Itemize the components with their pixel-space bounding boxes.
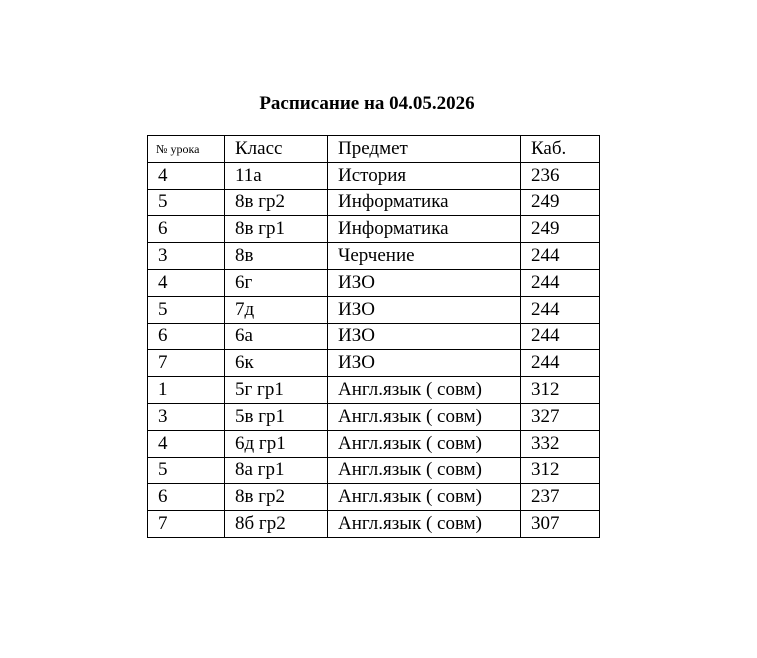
cell-class: 6к <box>225 350 328 377</box>
header-subject: Предмет <box>328 136 521 163</box>
header-row <box>148 136 600 163</box>
cell-class: 6д гр1 <box>225 430 328 457</box>
cell-subject: Англ.язык ( совм) <box>328 403 521 430</box>
table-header <box>148 136 600 163</box>
cell-room: 249 <box>521 189 600 216</box>
cell-room: 312 <box>521 457 600 484</box>
cell-class: 8б гр2 <box>225 511 328 538</box>
cell-room: 249 <box>521 216 600 243</box>
cell-room: 244 <box>521 323 600 350</box>
table-row <box>148 296 600 323</box>
cell-lesson-number: 6 <box>148 484 225 511</box>
cell-lesson-number: 4 <box>148 430 225 457</box>
cell-subject: Англ.язык ( совм) <box>328 430 521 457</box>
table-row <box>148 430 600 457</box>
cell-room: 307 <box>521 511 600 538</box>
cell-room: 332 <box>521 430 600 457</box>
table-row <box>148 403 600 430</box>
cell-room: 312 <box>521 377 600 404</box>
cell-room: 237 <box>521 484 600 511</box>
table-row <box>148 216 600 243</box>
cell-lesson-number: 5 <box>148 189 225 216</box>
cell-subject: Англ.язык ( совм) <box>328 457 521 484</box>
cell-lesson-number: 7 <box>148 511 225 538</box>
page-title: Расписание на 04.05.2026 <box>259 93 475 114</box>
table-row <box>148 323 600 350</box>
cell-lesson-number: 1 <box>148 377 225 404</box>
table-body <box>148 162 600 537</box>
schedule-table <box>147 135 600 538</box>
cell-lesson-number: 7 <box>148 350 225 377</box>
table-row <box>148 269 600 296</box>
cell-class: 8а гр1 <box>225 457 328 484</box>
cell-subject: ИЗО <box>328 323 521 350</box>
cell-lesson-number: 5 <box>148 296 225 323</box>
cell-class: 8в гр1 <box>225 216 328 243</box>
cell-lesson-number: 6 <box>148 216 225 243</box>
cell-subject: ИЗО <box>328 296 521 323</box>
cell-subject: Англ.язык ( совм) <box>328 484 521 511</box>
cell-subject: ИЗО <box>328 350 521 377</box>
cell-class: 5в гр1 <box>225 403 328 430</box>
cell-room: 244 <box>521 243 600 270</box>
table-row <box>148 377 600 404</box>
cell-subject: ИЗО <box>328 269 521 296</box>
cell-room: 244 <box>521 350 600 377</box>
cell-lesson-number: 3 <box>148 403 225 430</box>
cell-room: 244 <box>521 269 600 296</box>
cell-lesson-number: 6 <box>148 323 225 350</box>
cell-room: 327 <box>521 403 600 430</box>
header-class: Класс <box>225 136 328 163</box>
table-row <box>148 457 600 484</box>
table-row <box>148 350 600 377</box>
cell-class: 11а <box>225 162 328 189</box>
cell-lesson-number: 3 <box>148 243 225 270</box>
cell-subject: Англ.язык ( совм) <box>328 377 521 404</box>
table-row <box>148 511 600 538</box>
cell-class: 7д <box>225 296 328 323</box>
table-row <box>148 484 600 511</box>
cell-class: 5г гр1 <box>225 377 328 404</box>
cell-class: 6а <box>225 323 328 350</box>
cell-subject: История <box>328 162 521 189</box>
cell-subject: Информатика <box>328 189 521 216</box>
cell-class: 8в гр2 <box>225 484 328 511</box>
table-row <box>148 243 600 270</box>
cell-room: 236 <box>521 162 600 189</box>
cell-subject: Черчение <box>328 243 521 270</box>
cell-lesson-number: 4 <box>148 269 225 296</box>
cell-room: 244 <box>521 296 600 323</box>
header-lesson-number: № урока <box>148 136 225 163</box>
cell-class: 8в <box>225 243 328 270</box>
cell-class: 6г <box>225 269 328 296</box>
table-row <box>148 189 600 216</box>
cell-subject: Англ.язык ( совм) <box>328 511 521 538</box>
cell-class: 8в гр2 <box>225 189 328 216</box>
table-row <box>148 162 600 189</box>
cell-lesson-number: 4 <box>148 162 225 189</box>
header-room: Каб. <box>521 136 600 163</box>
cell-lesson-number: 5 <box>148 457 225 484</box>
cell-subject: Информатика <box>328 216 521 243</box>
